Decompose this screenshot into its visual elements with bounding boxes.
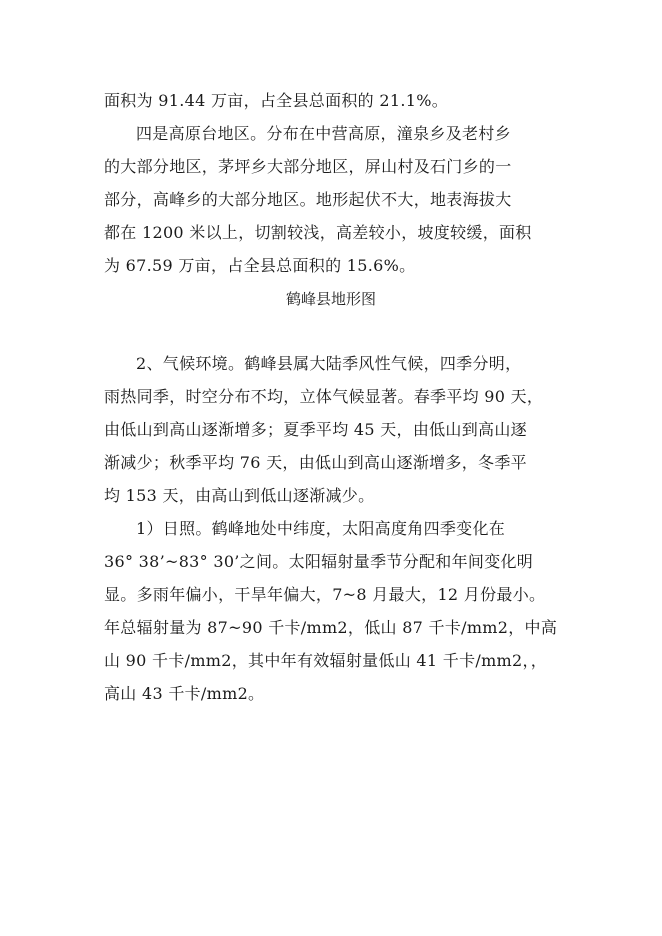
text-line: 为 67.59 万亩，占全县总面积的 15.6%。 [104, 256, 416, 275]
text-line: 由低山到高山逐渐增多；夏季平均 45 天，由低山到高山逐 [104, 420, 527, 439]
text-line: 均 153 天，由高山到低山逐渐减少。 [104, 486, 375, 505]
paragraph-first-line: 四是高原台地区。分布在中营高原，潼泉乡及老村乡 [136, 124, 511, 143]
text-line: 36° 38’~83° 30’之间。太阳辐射量季节分配和年间变化明 [104, 552, 534, 571]
paragraph-first-line: 2、气候环境。鹤峰县属大陆季风性气候，四季分明， [136, 354, 522, 373]
figure-caption: 鹤峰县地形图 [285, 290, 376, 308]
text-line: 雨热同季，时空分布不均，立体气候显著。春季平均 90 天， [104, 387, 544, 406]
text-line: 都在 1200 米以上，切割较浅，高差较小，坡度较缓，面积 [104, 223, 532, 242]
text-line: 山 90 千卡/mm2，其中年有效辐射量低山 41 千卡/mm2，， [104, 651, 548, 670]
text-line: 渐减少；秋季平均 76 天，由低山到高山逐渐增多，冬季平 [104, 453, 527, 472]
text-line: 年总辐射量为 87~90 千卡/mm2，低山 87 千卡/mm2，中高 [104, 618, 558, 637]
text-line: 的大部分地区，茅坪乡大部分地区，屏山村及石门乡的一 [104, 157, 512, 176]
text-line: 面积为 91.44 万亩，占全县总面积的 21.1%。 [104, 91, 448, 110]
text-line: 高山 43 千卡/mm2。 [104, 684, 265, 703]
paragraph-first-line: 1）日照。鹤峰地处中纬度，太阳高度角四季变化在 [136, 519, 506, 538]
text-line: 部分，高峰乡的大部分地区。地形起伏不大，地表海拔大 [104, 190, 512, 209]
text-line: 显。多雨年偏小，干旱年偏大，7~8 月最大，12 月份最小。 [104, 585, 546, 604]
